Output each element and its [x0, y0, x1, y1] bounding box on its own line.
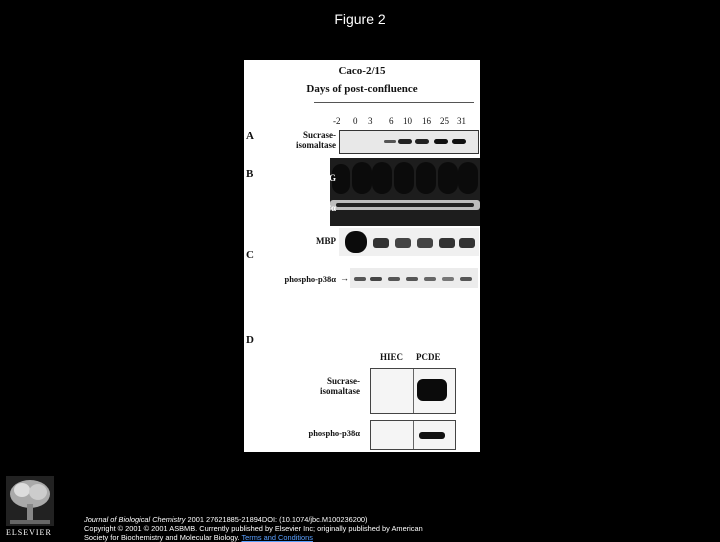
label-line: isomaltase	[296, 140, 336, 150]
cell-line-header: Caco-2/15	[338, 65, 386, 77]
panel-letter-a: A	[246, 130, 254, 142]
day-label: -2	[333, 116, 341, 126]
label-line: isomaltase	[320, 386, 360, 396]
blot-c-phospho	[350, 268, 478, 288]
blot-d-phospho	[370, 420, 456, 450]
label-mbp: MBP	[316, 236, 336, 246]
day-label: 16	[422, 116, 431, 126]
label-phospho-p38: phospho-p38α	[284, 274, 336, 284]
blot-a	[339, 130, 479, 154]
logo-text: ELSEVIER	[6, 528, 52, 537]
elsevier-logo	[6, 476, 54, 536]
col-pcde: PCDE	[416, 352, 441, 362]
day-label: 6	[389, 116, 394, 126]
day-label: 31	[457, 116, 466, 126]
panel-letter-b: B	[246, 168, 254, 180]
blot-b	[330, 158, 480, 226]
elsevier-tree-icon	[6, 476, 54, 526]
days-header: Days of post-confluence	[306, 83, 418, 95]
label-sucrase-isomaltase	[244, 130, 336, 150]
d-label-phospho: phospho-p38α	[308, 428, 360, 438]
panel-letter-d: D	[246, 334, 254, 346]
day-label: 10	[403, 116, 412, 126]
terms-link[interactable]: Terms and Conditions	[241, 533, 313, 542]
header-divider	[314, 102, 474, 103]
panel-letter-c: C	[246, 249, 254, 261]
col-hiec: HIEC	[380, 352, 404, 362]
citation	[84, 515, 514, 542]
label-line: Sucrase-	[303, 130, 336, 140]
day-label: 3	[368, 116, 373, 126]
citation-line-1	[84, 515, 514, 524]
label-ip-p38: Ip p38α	[306, 203, 336, 213]
day-label: 25	[440, 116, 449, 126]
journal-name: Journal of Biological Chemistry	[84, 515, 186, 524]
society-text: Society for Biochemistry and Molecular Biology.	[84, 533, 240, 542]
figure-panel	[244, 60, 480, 452]
label-line: Sucrase-	[327, 376, 360, 386]
arrow-icon: →	[340, 273, 349, 283]
blot-d-sucrase	[370, 368, 456, 414]
copyright-line: Copyright © 2001 © 2001 ASBMB. Currently published by Elsevier Inc; originally published by American	[84, 524, 423, 533]
citation-line-3	[84, 533, 514, 542]
d-label-sucrase	[272, 376, 360, 396]
label-igg: IgG	[320, 173, 336, 183]
slide-title: Figure 2	[334, 11, 386, 27]
citation-details: 2001 27621885-21894DOI: (10.1074/jbc.M100236200)	[185, 515, 368, 524]
day-label: 0	[353, 116, 358, 126]
blot-c-mbp	[339, 228, 479, 256]
